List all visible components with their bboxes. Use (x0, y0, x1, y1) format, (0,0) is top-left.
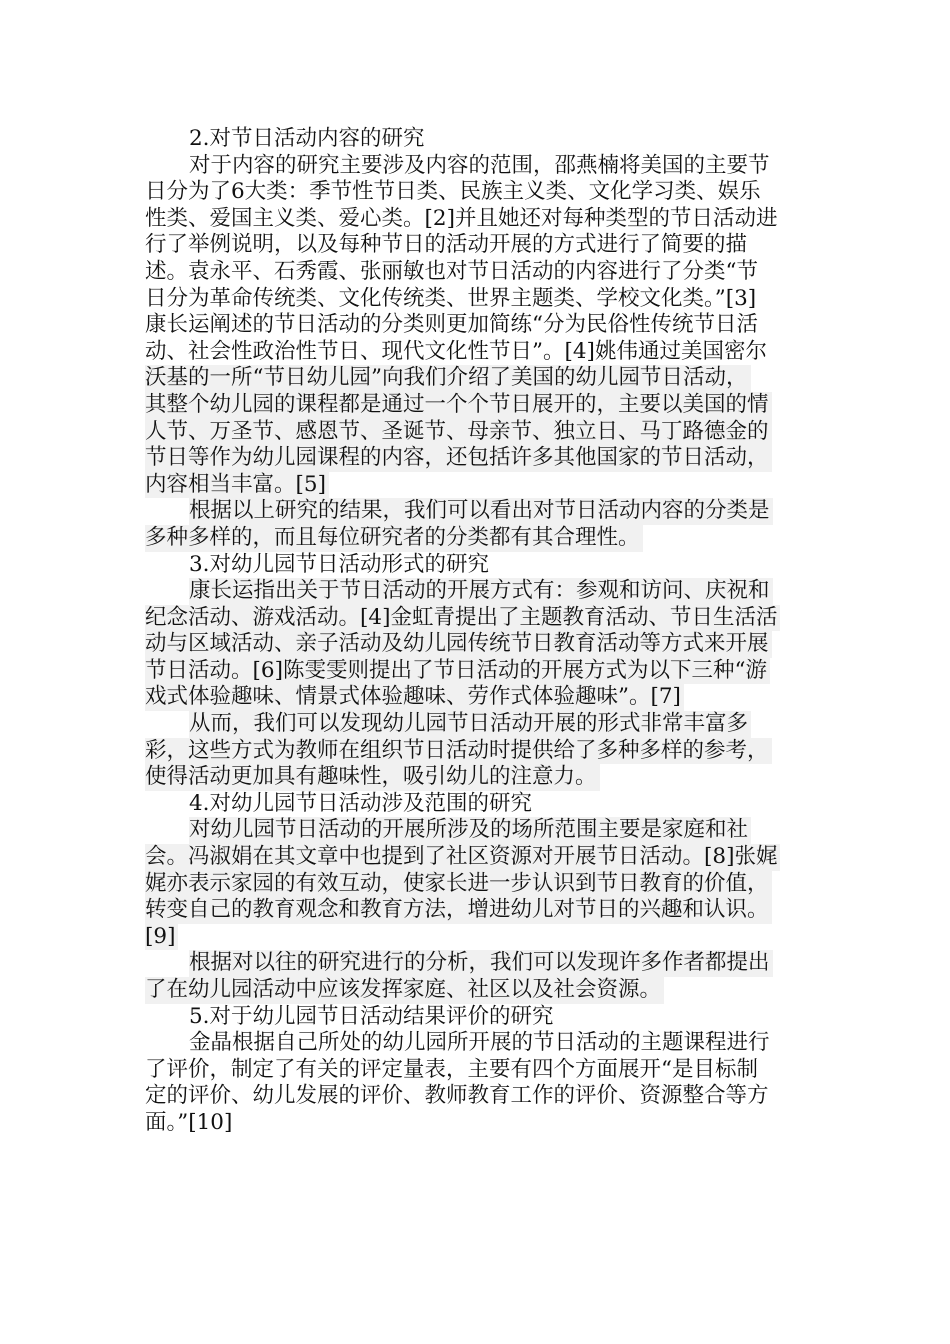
text-line: 节日活动。[6]陈雯雯则提出了节日活动的开展方式为以下三种“游 (145, 658, 805, 685)
text-line: 内容相当丰富。[5] (145, 472, 805, 499)
text-line: 了在幼儿园活动中应该发挥家庭、社区以及社会资源。 (145, 977, 805, 1004)
text-line: 沃基的一所“节日幼儿园”向我们介绍了美国的幼儿园节日活动， (145, 365, 805, 392)
text-line: 动、社会性政治性节日、现代文化性节日”。[4]姚伟通过美国密尔 (145, 338, 767, 364)
text-line: 金晶根据自己所处的幼儿园所开展的节日活动的主题课程进行 (189, 1030, 770, 1056)
text-line: 彩，这些方式为教师在组织节日活动时提供给了多种多样的参考， (145, 738, 805, 765)
text-line: 性类、爱国主义类、爱心类。[2]并且她还对每种类型的节日活动进 (145, 205, 778, 231)
section-heading-scope-research: 4.对幼儿园节日活动涉及范围的研究 (189, 790, 533, 816)
text-line: 纪念活动、游戏活动。[4]金虹青提出了主题教育活动、节日生活活 (145, 605, 805, 632)
text-line: 戏式体验趣味、情景式体验趣味、劳作式体验趣味”。[7] (145, 684, 805, 711)
text-line: 娓亦表示家园的有效互动，使家长进一步认识到节日教育的价值， (145, 871, 805, 898)
text-line: 行了举例说明，以及每种节日的活动开展的方式进行了简要的描 (145, 232, 748, 258)
document-body (145, 126, 805, 1137)
text-line: 康长运指出关于节日活动的开展方式有：参观和访问、庆祝和 (145, 578, 805, 605)
section-heading-form-research: 3.对幼儿园节日活动形式的研究 (189, 551, 490, 577)
text-line: 面。”[10] (145, 1109, 233, 1135)
text-line: 动与区域活动、亲子活动及幼儿园传统节日教育活动等方式来开展 (145, 631, 805, 658)
text-line: 根据对以往的研究进行的分析，我们可以发现许多作者都提出 (145, 950, 805, 977)
text-line: 多种多样的，而且每位研究者的分类都有其合理性。 (145, 525, 805, 552)
text-line: 日分为了6大类：季节性节日类、民族主义类、文化学习类、娱乐 (145, 179, 761, 205)
text-line: 根据以上研究的结果，我们可以看出对节日活动内容的分类是 (145, 498, 805, 525)
text-line: 对幼儿园节日活动的开展所涉及的场所范围主要是家庭和社 (145, 817, 805, 844)
text-line: 转变自己的教育观念和教育方法，增进幼儿对节日的兴趣和认识。 (145, 897, 805, 924)
text-line: 人节、万圣节、感恩节、圣诞节、母亲节、独立日、马丁路德金的 (145, 419, 805, 446)
text-line: 了评价，制定了有关的评定量表，主要有四个方面展开“是目标制 (145, 1056, 758, 1082)
text-line: 使得活动更加具有趣味性，吸引幼儿的注意力。 (145, 764, 805, 791)
text-line: 定的评价、幼儿发展的评价、教师教育工作的评价、资源整合等方 (145, 1083, 769, 1109)
section-heading-evaluation-research: 5.对于幼儿园节日活动结果评价的研究 (189, 1003, 554, 1029)
text-line: 节日等作为幼儿园课程的内容，还包括许多其他国家的节日活动， (145, 445, 805, 472)
text-line: 述。袁永平、石秀霞、张丽敏也对节日活动的内容进行了分类“节 (145, 258, 758, 284)
text-line: [9] (145, 924, 805, 951)
text-line: 康长运阐述的节日活动的分类则更加简练“分为民俗性传统节日活 (145, 312, 758, 338)
text-line: 会。冯淑娟在其文章中也提到了社区资源对开展节日活动。[8]张娓 (145, 844, 805, 871)
text-line: 对于内容的研究主要涉及内容的范围，邵燕楠将美国的主要节 (189, 152, 770, 178)
section-heading-content-research: 2.对节日活动内容的研究 (189, 126, 425, 151)
text-line: 其整个幼儿园的课程都是通过一个个节日展开的，主要以美国的情 (145, 392, 805, 419)
text-line: 从而，我们可以发现幼儿园节日活动开展的形式非常丰富多 (145, 711, 805, 738)
text-line: 日分为革命传统类、文化传统类、世界主题类、学校文化类。”[3] (145, 285, 757, 311)
